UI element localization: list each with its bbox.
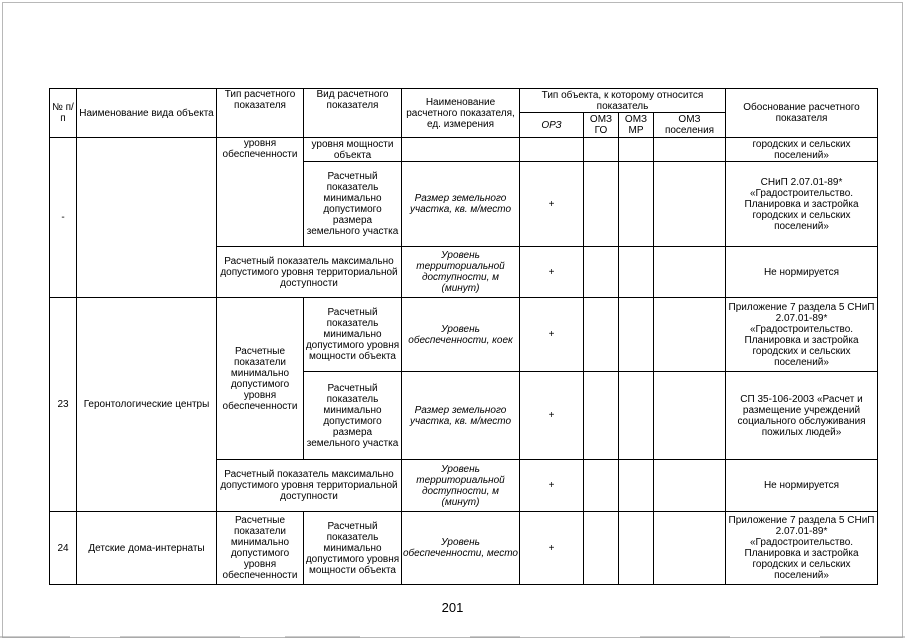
page-number: 201: [441, 600, 464, 615]
cell-justification: СНиП 2.07.01-89* «Градостроительство. Планировка и застройка городских и сельских поселений»: [726, 162, 878, 247]
cell-justification: Приложение 7 раздела 5 СНиП 2.07.01-89* «Градостроительство. Планировка и застройка городских и сельских поселений»: [726, 298, 878, 372]
cell-omz-pos: [654, 298, 726, 372]
cell-orz: +: [520, 298, 584, 372]
table-row: [50, 298, 878, 372]
row-num-23: 23: [50, 298, 77, 512]
header-omz-mr: ОМЗ МР: [619, 113, 654, 138]
cell-type: Расчетные показатели минимально допустимого уровня обеспеченности: [217, 298, 304, 460]
cell-name: Уровень территориальной доступности, м (минут): [402, 247, 520, 298]
cell-name: [402, 138, 520, 162]
cell-justification: СП 35-106-2003 «Расчет и размещение учреждений социального обслуживания пожилых людей»: [726, 372, 878, 460]
cell-kind: Расчетный показатель минимально допустимого уровня мощности объекта: [304, 298, 402, 372]
cell-omz-pos: [654, 247, 726, 298]
cell-justification: городских и сельских поселений»: [726, 138, 878, 162]
cell-name: Уровень территориальной доступности, м (минут): [402, 460, 520, 512]
row-num-cont: -: [50, 138, 77, 298]
cell-type: уровня обеспеченности: [217, 138, 304, 247]
cell-omz-mr: [619, 372, 654, 460]
cell-justification: Не нормируется: [726, 460, 878, 512]
cell-omz-pos: [654, 372, 726, 460]
cell-orz: +: [520, 372, 584, 460]
header-justification: Обоснование расчетного показателя: [726, 89, 878, 138]
cell-omz-pos: [654, 138, 726, 162]
cell-justification: Не нормируется: [726, 247, 878, 298]
table-row: [50, 512, 878, 585]
cell-omz-pos: [654, 460, 726, 512]
row-object-cont: [77, 138, 217, 298]
cell-omz-go: [584, 460, 619, 512]
norms-table: [49, 88, 878, 585]
cell-omz-go: [584, 247, 619, 298]
cell-name: Размер земельного участка, кв. м/место: [402, 162, 520, 247]
cell-kind: Расчетный показатель минимально допустимого размера земельного участка: [304, 372, 402, 460]
cell-omz-mr: [619, 460, 654, 512]
header-row-1: [50, 89, 878, 113]
table-row: [50, 138, 878, 162]
cell-omz-go: [584, 372, 619, 460]
header-indicator-type: Тип расчетного показателя: [217, 89, 304, 138]
header-indicator-name: Наименование расчетного показателя, ед. измерения: [402, 89, 520, 138]
cell-orz: +: [520, 460, 584, 512]
header-omz-pos: ОМЗ поселения: [654, 113, 726, 138]
cell-orz: +: [520, 162, 584, 247]
cell-omz-go: [584, 162, 619, 247]
cell-orz: +: [520, 247, 584, 298]
cell-omz-go: [584, 298, 619, 372]
cell-kind: Расчетный показатель минимально допустимого уровня мощности объекта: [304, 512, 402, 585]
cell-orz: +: [520, 512, 584, 585]
header-omz-go: ОМЗ ГО: [584, 113, 619, 138]
cell-kind: Расчетный показатель минимально допустимого размера земельного участка: [304, 162, 402, 247]
cell-omz-mr: [619, 162, 654, 247]
cell-type: Расчетный показатель максимально допустимого уровня территориальной доступности: [217, 247, 402, 298]
cell-kind: уровня мощности объекта: [304, 138, 402, 162]
cell-name: Уровень обеспеченности, место: [402, 512, 520, 585]
cell-omz-mr: [619, 247, 654, 298]
cell-name: Размер земельного участка, кв. м/место: [402, 372, 520, 460]
cell-orz: [520, 138, 584, 162]
cell-omz-pos: [654, 512, 726, 585]
scan-artifact-lines: [0, 630, 905, 640]
row-object-24: Детские дома-интернаты: [77, 512, 217, 585]
header-orz: ОРЗ: [520, 113, 584, 138]
header-num: № п/п: [50, 89, 77, 138]
cell-omz-go: [584, 138, 619, 162]
cell-omz-mr: [619, 138, 654, 162]
cell-type: Расчетные показатели минимально допустимого уровня обеспеченности: [217, 512, 304, 585]
cell-justification: Приложение 7 раздела 5 СНиП 2.07.01-89* «Градостроительство. Планировка и застройка городских и сельских поселений»: [726, 512, 878, 585]
header-object-name: Наименование вида объекта: [77, 89, 217, 138]
header-indicator-kind: Вид расчетного показателя: [304, 89, 402, 138]
cell-omz-go: [584, 512, 619, 585]
cell-name: Уровень обеспеченности, коек: [402, 298, 520, 372]
cell-omz-mr: [619, 512, 654, 585]
cell-omz-pos: [654, 162, 726, 247]
row-num-24: 24: [50, 512, 77, 585]
row-object-23: Геронтологические центры: [77, 298, 217, 512]
cell-omz-mr: [619, 298, 654, 372]
cell-type: Расчетный показатель максимально допустимого уровня территориальной доступности: [217, 460, 402, 512]
header-object-type: Тип объекта, к которому относится показатель: [520, 89, 726, 113]
